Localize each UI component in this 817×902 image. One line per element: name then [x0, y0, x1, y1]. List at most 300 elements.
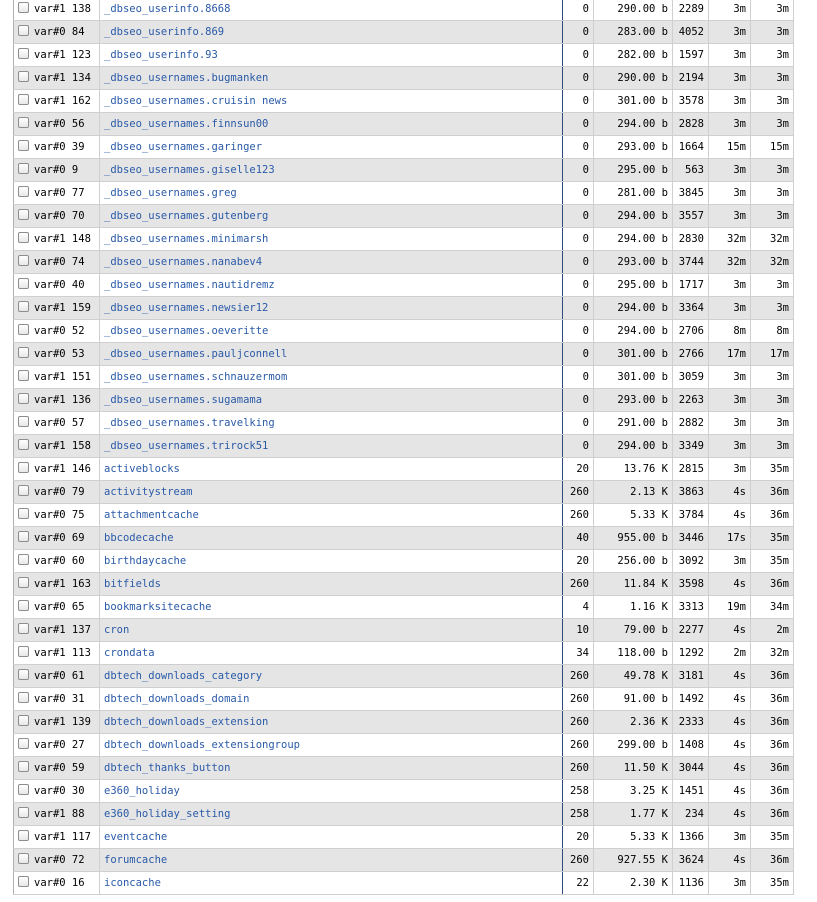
cache-table	[13, 0, 794, 895]
age-cell: 4s	[709, 780, 751, 803]
key-cell	[100, 688, 563, 711]
size-cell: 11.50 K	[594, 757, 673, 780]
key-cell	[100, 21, 563, 44]
var-label: var#0 27	[34, 739, 85, 751]
row-select-checkbox[interactable]	[18, 48, 29, 59]
size-cell: 301.00 b	[594, 343, 673, 366]
row-select-checkbox[interactable]	[18, 577, 29, 588]
created-cell: 35m	[751, 872, 794, 895]
cache-key-link[interactable]: dbtech_downloads_domain	[104, 693, 250, 705]
hits-cell: 260	[563, 757, 594, 780]
hits-cell: 0	[563, 205, 594, 228]
created-cell: 17m	[751, 343, 794, 366]
var-cell	[14, 366, 100, 389]
size-cell: 294.00 b	[594, 205, 673, 228]
ttl-cell: 3578	[673, 90, 709, 113]
table-row	[14, 90, 794, 113]
created-cell: 36m	[751, 481, 794, 504]
var-label: var#0 74	[34, 256, 85, 268]
var-label: var#0 72	[34, 854, 85, 866]
cache-key-link[interactable]: _dbseo_usernames.gutenberg	[104, 210, 269, 222]
row-select-checkbox[interactable]	[18, 853, 29, 864]
row-select-checkbox[interactable]	[18, 393, 29, 404]
row-select-checkbox[interactable]	[18, 600, 29, 611]
var-label: var#1 158	[34, 440, 91, 452]
hits-cell: 22	[563, 872, 594, 895]
cache-key-link[interactable]: _dbseo_usernames.sugamama	[104, 394, 263, 406]
row-select-checkbox[interactable]	[18, 209, 29, 220]
hits-cell: 0	[563, 44, 594, 67]
var-cell	[14, 573, 100, 596]
ttl-cell: 3059	[673, 366, 709, 389]
age-cell: 3m	[709, 205, 751, 228]
table-row	[14, 159, 794, 182]
cache-key-link[interactable]: _dbseo_usernames.schnauzermom	[104, 371, 288, 383]
cache-key-link[interactable]: eventcache	[104, 831, 168, 843]
var-label: var#0 56	[34, 118, 85, 130]
key-cell	[100, 274, 563, 297]
hits-cell: 258	[563, 803, 594, 826]
ttl-cell: 1492	[673, 688, 709, 711]
created-cell: 3m	[751, 274, 794, 297]
hits-cell: 258	[563, 780, 594, 803]
ttl-cell: 2828	[673, 113, 709, 136]
ttl-cell: 1292	[673, 642, 709, 665]
var-label: var#0 40	[34, 279, 85, 291]
age-cell: 4s	[709, 619, 751, 642]
created-cell: 36m	[751, 711, 794, 734]
table-row	[14, 596, 794, 619]
table-row	[14, 734, 794, 757]
created-cell: 36m	[751, 757, 794, 780]
row-select-checkbox[interactable]	[18, 140, 29, 151]
row-select-checkbox[interactable]	[18, 462, 29, 473]
key-cell	[100, 366, 563, 389]
ttl-cell: 4052	[673, 21, 709, 44]
created-cell: 3m	[751, 21, 794, 44]
hits-cell: 260	[563, 849, 594, 872]
size-cell: 291.00 b	[594, 412, 673, 435]
table-row	[14, 573, 794, 596]
table-row	[14, 274, 794, 297]
hits-cell: 20	[563, 458, 594, 481]
cache-key-link[interactable]: _dbseo_usernames.trirock51	[104, 440, 269, 452]
cache-key-link[interactable]: forumcache	[104, 854, 168, 866]
var-label: var#0 79	[34, 486, 85, 498]
ttl-cell: 3784	[673, 504, 709, 527]
size-cell: 1.16 K	[594, 596, 673, 619]
hits-cell: 0	[563, 366, 594, 389]
age-cell: 3m	[709, 0, 751, 21]
created-cell: 3m	[751, 67, 794, 90]
ttl-cell: 3744	[673, 251, 709, 274]
row-select-checkbox[interactable]	[18, 2, 29, 13]
created-cell: 3m	[751, 366, 794, 389]
var-cell	[14, 481, 100, 504]
row-select-checkbox[interactable]	[18, 830, 29, 841]
age-cell: 4s	[709, 711, 751, 734]
size-cell: 79.00 b	[594, 619, 673, 642]
age-cell: 4s	[709, 757, 751, 780]
row-select-checkbox[interactable]	[18, 715, 29, 726]
table-row	[14, 458, 794, 481]
hits-cell: 0	[563, 320, 594, 343]
ttl-cell: 2882	[673, 412, 709, 435]
cache-key-link[interactable]: bbcodecache	[104, 532, 174, 544]
cache-key-link[interactable]: _dbseo_usernames.finnsun00	[104, 118, 269, 130]
key-cell	[100, 826, 563, 849]
var-cell	[14, 21, 100, 44]
age-cell: 4s	[709, 734, 751, 757]
created-cell: 36m	[751, 573, 794, 596]
table-row	[14, 297, 794, 320]
var-cell	[14, 665, 100, 688]
ttl-cell: 1451	[673, 780, 709, 803]
hits-cell: 0	[563, 90, 594, 113]
cache-key-link[interactable]: cron	[104, 624, 130, 636]
cache-key-link[interactable]: birthdaycache	[104, 555, 187, 567]
created-cell: 3m	[751, 159, 794, 182]
var-label: var#1 117	[34, 831, 91, 843]
size-cell: 299.00 b	[594, 734, 673, 757]
var-cell	[14, 113, 100, 136]
age-cell: 3m	[709, 366, 751, 389]
age-cell: 15m	[709, 136, 751, 159]
row-select-checkbox[interactable]	[18, 186, 29, 197]
var-label: var#0 77	[34, 187, 85, 199]
cache-key-link[interactable]: _dbseo_userinfo.8668	[104, 3, 231, 15]
age-cell: 3m	[709, 297, 751, 320]
ttl-cell: 1136	[673, 872, 709, 895]
size-cell: 13.76 K	[594, 458, 673, 481]
size-cell: 5.33 K	[594, 504, 673, 527]
var-cell	[14, 826, 100, 849]
row-select-checkbox[interactable]	[18, 807, 29, 818]
table-row	[14, 826, 794, 849]
created-cell: 32m	[751, 251, 794, 274]
size-cell: 283.00 b	[594, 21, 673, 44]
created-cell: 15m	[751, 136, 794, 159]
key-cell	[100, 0, 563, 21]
size-cell: 927.55 K	[594, 849, 673, 872]
size-cell: 294.00 b	[594, 228, 673, 251]
key-cell	[100, 90, 563, 113]
age-cell: 3m	[709, 21, 751, 44]
var-label: var#0 84	[34, 26, 85, 38]
var-label: var#1 151	[34, 371, 91, 383]
cache-key-link[interactable]: activitystream	[104, 486, 193, 498]
table-row	[14, 435, 794, 458]
created-cell: 2m	[751, 619, 794, 642]
var-cell	[14, 711, 100, 734]
var-label: var#1 146	[34, 463, 91, 475]
ttl-cell: 2815	[673, 458, 709, 481]
key-cell	[100, 665, 563, 688]
created-cell: 35m	[751, 527, 794, 550]
row-select-checkbox[interactable]	[18, 692, 29, 703]
key-cell	[100, 435, 563, 458]
cache-key-link[interactable]: e360_holiday_setting	[104, 808, 231, 820]
created-cell: 8m	[751, 320, 794, 343]
size-cell: 294.00 b	[594, 113, 673, 136]
table-row	[14, 665, 794, 688]
table-row	[14, 136, 794, 159]
hits-cell: 4	[563, 596, 594, 619]
table-row	[14, 320, 794, 343]
row-select-checkbox[interactable]	[18, 117, 29, 128]
row-select-checkbox[interactable]	[18, 761, 29, 772]
var-cell	[14, 0, 100, 21]
created-cell: 3m	[751, 113, 794, 136]
row-select-checkbox[interactable]	[18, 347, 29, 358]
row-select-checkbox[interactable]	[18, 646, 29, 657]
age-cell: 4s	[709, 688, 751, 711]
var-label: var#0 59	[34, 762, 85, 774]
cache-key-link[interactable]: _dbseo_userinfo.869	[104, 26, 225, 38]
age-cell: 8m	[709, 320, 751, 343]
ttl-cell: 1597	[673, 44, 709, 67]
hits-cell: 260	[563, 504, 594, 527]
ttl-cell: 2263	[673, 389, 709, 412]
row-select-checkbox[interactable]	[18, 255, 29, 266]
row-select-checkbox[interactable]	[18, 485, 29, 496]
var-label: var#0 65	[34, 601, 85, 613]
cache-key-link[interactable]: _dbseo_usernames.oeveritte	[104, 325, 269, 337]
age-cell: 17m	[709, 343, 751, 366]
size-cell: 2.36 K	[594, 711, 673, 734]
table-row	[14, 228, 794, 251]
created-cell: 32m	[751, 642, 794, 665]
row-select-checkbox[interactable]	[18, 370, 29, 381]
var-label: var#1 148	[34, 233, 91, 245]
ttl-cell: 3446	[673, 527, 709, 550]
key-cell	[100, 596, 563, 619]
cache-key-link[interactable]: iconcache	[104, 877, 161, 889]
hits-cell: 0	[563, 0, 594, 21]
key-cell	[100, 297, 563, 320]
var-cell	[14, 205, 100, 228]
table-row	[14, 412, 794, 435]
var-label: var#1 162	[34, 95, 91, 107]
age-cell: 3m	[709, 435, 751, 458]
size-cell: 293.00 b	[594, 389, 673, 412]
key-cell	[100, 343, 563, 366]
table-row	[14, 182, 794, 205]
table-row	[14, 757, 794, 780]
row-select-checkbox[interactable]	[18, 301, 29, 312]
var-cell	[14, 872, 100, 895]
var-label: var#0 61	[34, 670, 85, 682]
ttl-cell: 3181	[673, 665, 709, 688]
key-cell	[100, 642, 563, 665]
key-cell	[100, 757, 563, 780]
var-label: var#0 70	[34, 210, 85, 222]
row-select-checkbox[interactable]	[18, 25, 29, 36]
var-cell	[14, 159, 100, 182]
cache-key-link[interactable]: dbtech_downloads_category	[104, 670, 263, 682]
table-row	[14, 113, 794, 136]
var-cell	[14, 90, 100, 113]
cache-key-link[interactable]: _dbseo_usernames.greg	[104, 187, 237, 199]
hits-cell: 10	[563, 619, 594, 642]
cache-key-link[interactable]: activeblocks	[104, 463, 180, 475]
hits-cell: 260	[563, 688, 594, 711]
created-cell: 3m	[751, 182, 794, 205]
age-cell: 3m	[709, 412, 751, 435]
var-label: var#0 52	[34, 325, 85, 337]
key-cell	[100, 320, 563, 343]
row-select-checkbox[interactable]	[18, 669, 29, 680]
row-select-checkbox[interactable]	[18, 71, 29, 82]
size-cell: 301.00 b	[594, 90, 673, 113]
row-select-checkbox[interactable]	[18, 623, 29, 634]
row-select-checkbox[interactable]	[18, 163, 29, 174]
size-cell: 1.77 K	[594, 803, 673, 826]
created-cell: 3m	[751, 205, 794, 228]
table-row	[14, 711, 794, 734]
cache-key-link[interactable]: _dbseo_usernames.minimarsh	[104, 233, 269, 245]
ttl-cell: 3092	[673, 550, 709, 573]
row-select-checkbox[interactable]	[18, 439, 29, 450]
key-cell	[100, 159, 563, 182]
created-cell: 3m	[751, 412, 794, 435]
hits-cell: 20	[563, 550, 594, 573]
age-cell: 3m	[709, 67, 751, 90]
row-select-checkbox[interactable]	[18, 508, 29, 519]
var-label: var#0 30	[34, 785, 85, 797]
cache-key-link[interactable]: _dbseo_usernames.cruisin news	[104, 95, 288, 107]
var-cell	[14, 780, 100, 803]
age-cell: 17s	[709, 527, 751, 550]
size-cell: 294.00 b	[594, 297, 673, 320]
row-select-checkbox[interactable]	[18, 232, 29, 243]
table-row	[14, 366, 794, 389]
hits-cell: 0	[563, 297, 594, 320]
row-select-checkbox[interactable]	[18, 416, 29, 427]
cache-key-link[interactable]: crondata	[104, 647, 155, 659]
table-row	[14, 389, 794, 412]
var-cell	[14, 412, 100, 435]
hits-cell: 260	[563, 734, 594, 757]
size-cell: 294.00 b	[594, 320, 673, 343]
cache-key-link[interactable]: _dbseo_usernames.bugmanken	[104, 72, 269, 84]
ttl-cell: 1664	[673, 136, 709, 159]
hits-cell: 260	[563, 573, 594, 596]
row-select-checkbox[interactable]	[18, 324, 29, 335]
cache-key-link[interactable]: dbtech_thanks_button	[104, 762, 231, 774]
table-row	[14, 642, 794, 665]
row-select-checkbox[interactable]	[18, 876, 29, 887]
var-cell	[14, 527, 100, 550]
var-cell	[14, 228, 100, 251]
age-cell: 3m	[709, 182, 751, 205]
cache-key-link[interactable]: _dbseo_usernames.garinger	[104, 141, 263, 153]
key-cell	[100, 872, 563, 895]
var-label: var#1 139	[34, 716, 91, 728]
ttl-cell: 2766	[673, 343, 709, 366]
key-cell	[100, 228, 563, 251]
row-select-checkbox[interactable]	[18, 278, 29, 289]
row-select-checkbox[interactable]	[18, 784, 29, 795]
age-cell: 2m	[709, 642, 751, 665]
var-cell	[14, 642, 100, 665]
cache-key-link[interactable]: _dbseo_usernames.travelking	[104, 417, 275, 429]
var-cell	[14, 389, 100, 412]
cache-key-link[interactable]: _dbseo_usernames.pauljconnell	[104, 348, 288, 360]
key-cell	[100, 527, 563, 550]
age-cell: 32m	[709, 251, 751, 274]
var-cell	[14, 320, 100, 343]
size-cell: 282.00 b	[594, 44, 673, 67]
row-select-checkbox[interactable]	[18, 531, 29, 542]
key-cell	[100, 481, 563, 504]
table-row	[14, 44, 794, 67]
var-cell	[14, 734, 100, 757]
var-cell	[14, 757, 100, 780]
cache-key-link[interactable]: _dbseo_usernames.newsier12	[104, 302, 269, 314]
cache-key-link[interactable]: _dbseo_usernames.giselle123	[104, 164, 275, 176]
size-cell: 118.00 b	[594, 642, 673, 665]
cache-key-link[interactable]: _dbseo_usernames.nanabev4	[104, 256, 263, 268]
cache-key-link[interactable]: dbtech_downloads_extension	[104, 716, 269, 728]
cache-entries-table	[13, 0, 793, 895]
ttl-cell: 3863	[673, 481, 709, 504]
cache-key-link[interactable]: _dbseo_userinfo.93	[104, 49, 218, 61]
ttl-cell: 3349	[673, 435, 709, 458]
key-cell	[100, 619, 563, 642]
row-select-checkbox[interactable]	[18, 94, 29, 105]
ttl-cell: 1408	[673, 734, 709, 757]
cache-key-link[interactable]: attachmentcache	[104, 509, 199, 521]
key-cell	[100, 780, 563, 803]
created-cell: 3m	[751, 435, 794, 458]
row-select-checkbox[interactable]	[18, 738, 29, 749]
ttl-cell: 1717	[673, 274, 709, 297]
var-cell	[14, 550, 100, 573]
ttl-cell: 1366	[673, 826, 709, 849]
created-cell: 32m	[751, 228, 794, 251]
cache-key-link[interactable]: bitfields	[104, 578, 161, 590]
cache-key-link[interactable]: e360_holiday	[104, 785, 180, 797]
var-label: var#1 88	[34, 808, 85, 820]
var-label: var#1 159	[34, 302, 91, 314]
var-label: var#0 53	[34, 348, 85, 360]
size-cell: 295.00 b	[594, 274, 673, 297]
age-cell: 4s	[709, 481, 751, 504]
var-cell	[14, 849, 100, 872]
cache-key-link[interactable]: _dbseo_usernames.nautidremz	[104, 279, 275, 291]
table-row	[14, 0, 794, 21]
key-cell	[100, 136, 563, 159]
size-cell: 256.00 b	[594, 550, 673, 573]
ttl-cell: 563	[673, 159, 709, 182]
var-label: var#0 31	[34, 693, 85, 705]
cache-key-link[interactable]: bookmarksitecache	[104, 601, 212, 613]
key-cell	[100, 734, 563, 757]
var-label: var#1 134	[34, 72, 91, 84]
row-select-checkbox[interactable]	[18, 554, 29, 565]
table-row	[14, 343, 794, 366]
hits-cell: 0	[563, 228, 594, 251]
table-row	[14, 803, 794, 826]
created-cell: 3m	[751, 297, 794, 320]
key-cell	[100, 389, 563, 412]
age-cell: 3m	[709, 159, 751, 182]
var-label: var#0 69	[34, 532, 85, 544]
ttl-cell: 3364	[673, 297, 709, 320]
cache-key-link[interactable]: dbtech_downloads_extensiongroup	[104, 739, 300, 751]
size-cell: 294.00 b	[594, 435, 673, 458]
